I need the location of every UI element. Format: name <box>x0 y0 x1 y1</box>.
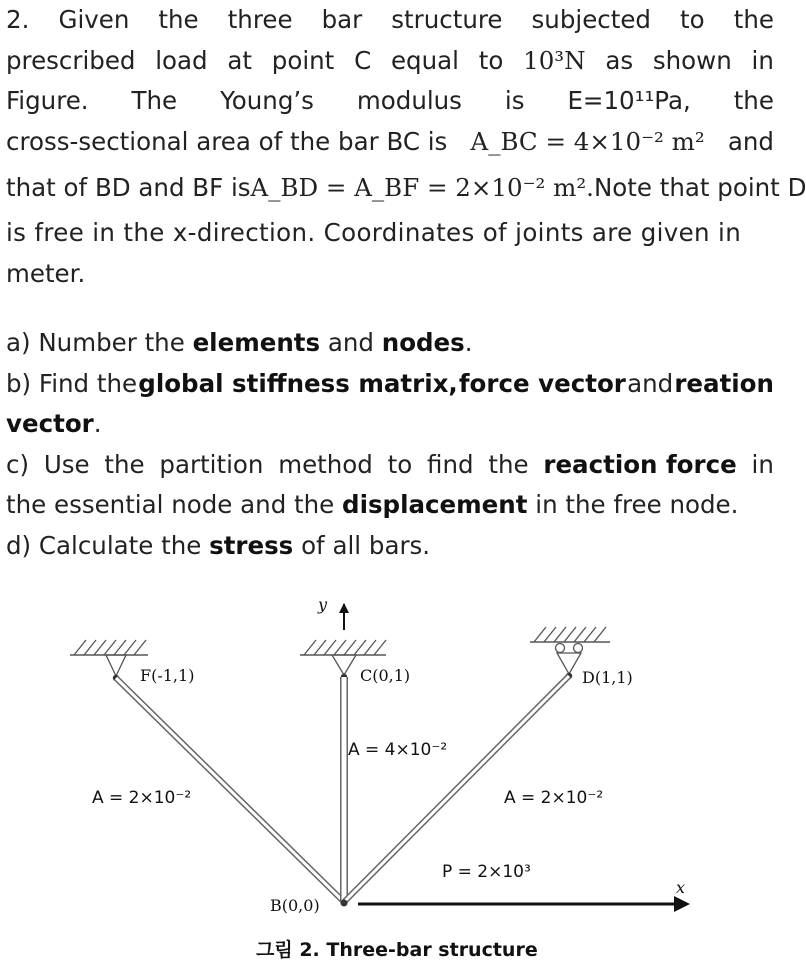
figure-caption: 그림 2. Three-bar structure <box>256 939 538 961</box>
problem-line-3: Figure. The Young’s modulus is E=10¹¹Pa, the <box>6 83 774 119</box>
task-c-line-2: the essential node and the displacement in the free node. <box>6 490 739 519</box>
node-B-dot <box>341 900 348 907</box>
problem-line-6: is free in the x-direction. Coordinates of joints are given in <box>6 218 742 247</box>
load-arrow <box>358 896 690 912</box>
area-BF-label: A = 2×10⁻² <box>92 788 192 808</box>
area-BC-label: A = 4×10⁻² <box>348 740 448 760</box>
area-bd-bf-equation: A_BD = A_BF = 2×10⁻² m². <box>250 173 594 202</box>
task-a: a) Number the elements and nodes. <box>6 328 473 357</box>
task-c: c) Use the partition method to find the reaction force in <box>6 450 774 479</box>
x-axis-label: x <box>676 878 686 897</box>
y-axis-label: y <box>318 595 328 614</box>
node-F-label: F(-1,1) <box>140 666 195 685</box>
load-label: P = 2×10³ <box>442 862 531 882</box>
three-bar-figure <box>60 592 740 932</box>
node-D-label: D(1,1) <box>582 668 633 687</box>
problem-line-7: meter. <box>6 259 86 288</box>
load-value: 10³N <box>523 46 586 75</box>
problem-line-4: cross-sectional area of the bar BC is A_BC = 4×10⁻² m² and <box>6 124 774 160</box>
area-BD-label: A = 2×10⁻² <box>504 788 604 808</box>
problem-number: 2. <box>6 5 30 34</box>
structure-drawing <box>60 592 740 932</box>
task-b: b) Find the global stiffness matrix, force vector and reation <box>6 369 774 398</box>
youngs-modulus: E=10¹¹Pa, <box>567 86 691 115</box>
problem-line-5: that of BD and BF is A_BD = A_BF = 2×10⁻² m². Note that point D <box>6 170 774 206</box>
area-bc-equation: A_BC = 4×10⁻² m² <box>470 127 705 156</box>
node-C-label: C(0,1) <box>360 666 411 685</box>
task-d: d) Calculate the stress of all bars. <box>6 531 431 560</box>
support-F <box>70 640 148 681</box>
node-B-label: B(0,0) <box>270 896 320 915</box>
problem-line-2: prescribed load at point C equal to 10³N as shown in <box>6 43 774 79</box>
task-b-line-2: vector. <box>6 409 102 438</box>
problem-line-1: 2. Given the three bar structure subjected to the <box>6 2 774 38</box>
